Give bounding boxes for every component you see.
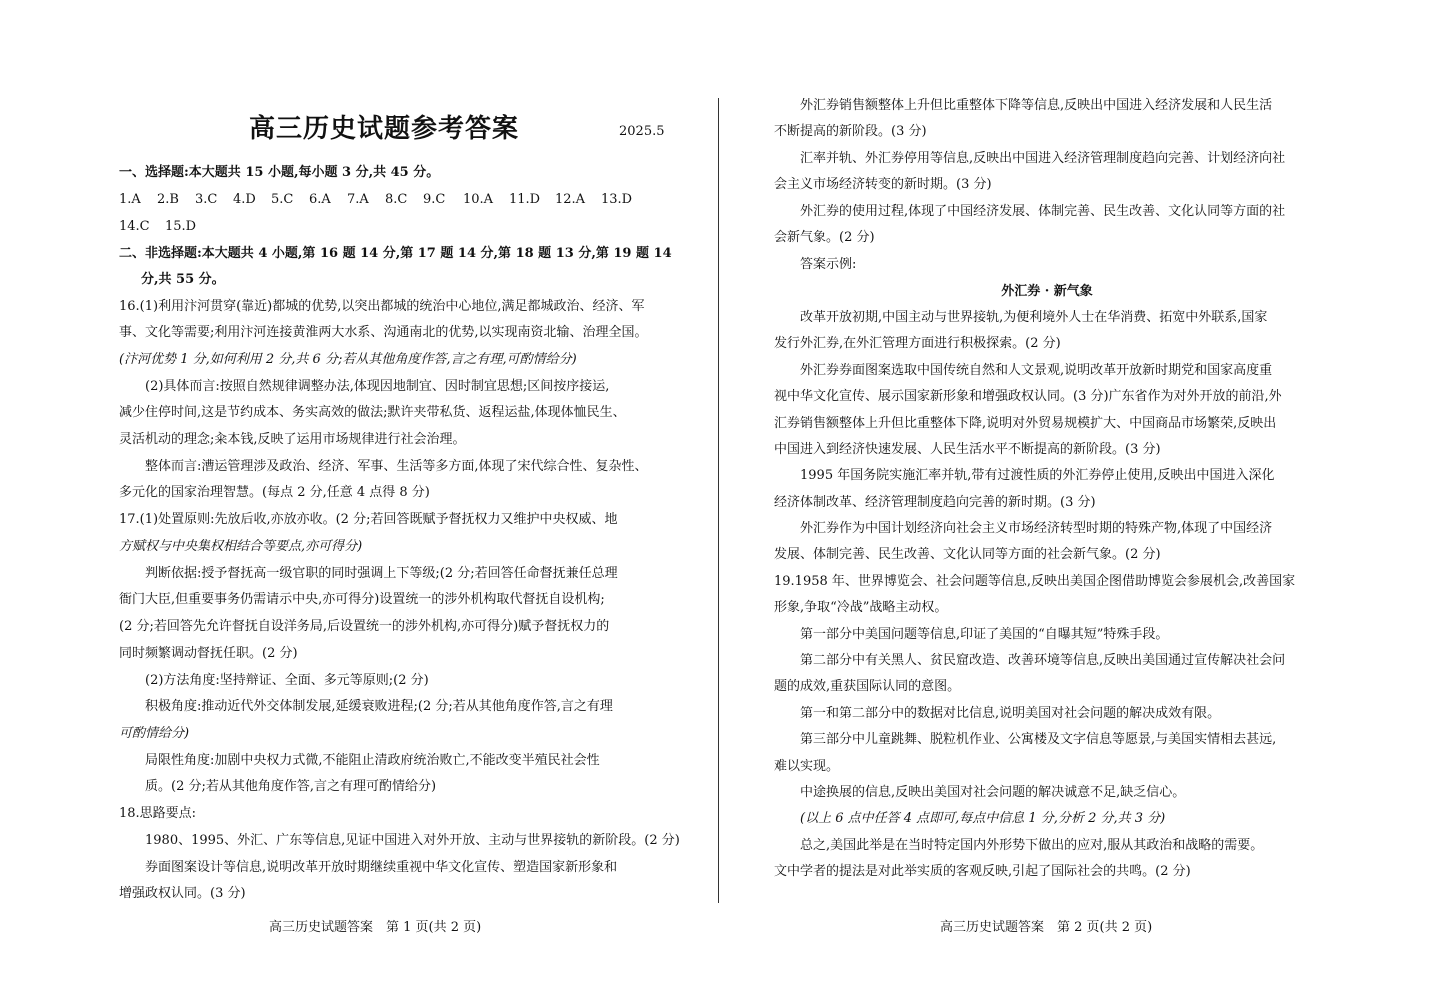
answer-line: 改革开放初期,中国主动与世界接轨,为便利境外人士在华消费、拓宽中外联系,国家 <box>800 310 1268 325</box>
section-2-heading-cont: 分,共 55 分。 <box>141 272 225 287</box>
answer-line: 17.(1)处置原则:先放后收,亦放亦收。(2 分;若回答既赋予督抚权力又维护中央权威、地 <box>119 512 618 527</box>
answer-item: 14.C <box>119 219 150 234</box>
answer-line: 判断依据:授予督抚高一级官职的同时强调上下等级;(2 分;若回答任命督抚兼任总理 <box>145 566 618 581</box>
answer-line: 形象,争取“冷战”战略主动权。 <box>774 600 948 615</box>
answer-line: 多元化的国家治理智慧。(每点 2 分,任意 4 点得 8 分) <box>119 485 430 500</box>
answer-item: 6.A <box>309 192 331 207</box>
answer-line: 会主义市场经济转变的新时期。(3 分) <box>774 177 992 192</box>
scoring-note: (以上 6 点中任答 4 点即可,每点中信息 1 分,分析 2 分,共 3 分) <box>800 811 1166 826</box>
answer-line: (2)具体而言:按照自然规律调整办法,体现因地制宜、因时制宜思想;区间按序接运, <box>145 379 610 394</box>
answer-line: 外汇券券面图案选取中国传统自然和人文景观,说明改革开放新时期党和国家高度重 <box>800 363 1273 378</box>
answer-line: 增强政权认同。(3 分) <box>119 886 246 901</box>
answer-item: 7.A <box>347 192 369 207</box>
answer-line: 同时频繁调动督抚任职。(2 分) <box>119 646 298 661</box>
answer-line: 外汇券作为中国计划经济向社会主义市场经济转型时期的特殊产物,体现了中国经济 <box>800 521 1273 536</box>
page-title: 高三历史试题参考答案 <box>249 114 520 144</box>
answer-item: 9.C <box>423 192 446 207</box>
answer-line: 1995 年国务院实施汇率并轨,带有过渡性质的外汇券停止使用,反映出中国进入深化 <box>800 468 1275 483</box>
answer-line: 18.思路要点: <box>119 806 197 821</box>
answer-line: 会新气象。(2 分) <box>774 230 875 245</box>
section-2-heading: 二、非选择题:本大题共 4 小题,第 16 题 14 分,第 17 题 14 分,第 18 题 13 分,第 19 题 14 <box>119 246 672 261</box>
section-1-heading: 一、选择题:本大题共 15 小题,每小题 3 分,共 45 分。 <box>119 165 440 180</box>
answer-item: 5.C <box>271 192 294 207</box>
answer-line: 第一和第二部分中的数据对比信息,说明美国对社会问题的解决成效有限。 <box>800 706 1221 721</box>
answer-line: 减少住停时间,这是节约成本、务实高效的做法;默许夹带私货、返程运盐,体现体恤民生、 <box>119 405 626 420</box>
answer-line: 外汇券的使用过程,体现了中国经济发展、体制完善、民生改善、文化认同等方面的社 <box>800 204 1286 219</box>
answer-line: 汇率并轨、外汇券停用等信息,反映出中国进入经济管理制度趋向完善、计划经济向社 <box>800 151 1286 166</box>
answer-line: 发行外汇券,在外汇管理方面进行积极探索。(2 分) <box>774 336 1061 351</box>
answer-line: 题的成效,重获国际认同的意图。 <box>774 679 961 694</box>
answer-line: 第一部分中美国问题等信息,印证了美国的“自曝其短”特殊手段。 <box>800 627 1169 642</box>
answer-row-1 <box>119 190 641 210</box>
exam-date: 2025.5 <box>619 124 665 139</box>
answer-row-2 <box>119 217 211 237</box>
answer-item: 3.C <box>195 192 218 207</box>
answer-line: 难以实现。 <box>774 759 840 774</box>
answer-line: 衙门大臣,但重要事务仍需请示中央,亦可得分)设置统一的涉外机构取代督抚自设机构; <box>119 592 605 607</box>
answer-line: 第二部分中有关黑人、贫民窟改造、改善环境等信息,反映出美国通过宣传解决社会问 <box>800 653 1286 668</box>
page-footer: 高三历史试题答案 第 1 页(共 2 页) <box>269 920 482 935</box>
answer-line: 视中华文化宣传、展示国家新形象和增强政权认同。(3 分)广东省作为对外开放的前沿,外 <box>774 389 1282 404</box>
answer-item: 4.D <box>233 192 256 207</box>
scoring-note: 方赋权与中央集权相结合等要点,亦可得分) <box>119 539 363 554</box>
page-divider <box>718 98 719 903</box>
answer-item: 10.A <box>463 192 494 207</box>
answer-line: 中国进入到经济快速发展、人民生活水平不断提高的新阶段。(3 分) <box>774 442 1161 457</box>
answer-item: 2.B <box>157 192 179 207</box>
scoring-note: (汴河优势 1 分,如何利用 2 分,共 6 分;若从其他角度作答,言之有理,可酌情给分) <box>119 352 577 367</box>
answer-line: 中途换展的信息,反映出美国对社会问题的解决诚意不足,缺乏信心。 <box>800 785 1186 800</box>
answer-line: (2 分;若回答先允许督抚自设洋务局,后设置统一的涉外机构,亦可得分)赋予督抚权力的 <box>119 619 610 634</box>
answer-line: 第三部分中儿童跳舞、脱粒机作业、公寓楼及文字信息等愿景,与美国实情相去甚远, <box>800 732 1277 747</box>
scoring-note: 可酌情给分) <box>119 726 190 741</box>
answer-line: 19.1958 年、世界博览会、社会问题等信息,反映出美国企图借助博览会参展机会,改善国家 <box>774 574 1296 589</box>
answer-item: 12.A <box>555 192 586 207</box>
answer-line: 1980、1995、外汇、广东等信息,见证中国进入对外开放、主动与世界接轨的新阶段。(2 分) <box>145 833 680 848</box>
answer-item: 13.D <box>601 192 633 207</box>
example-heading: 外汇券 · 新气象 <box>1001 284 1093 299</box>
answer-line: 发展、体制完善、民生改善、文化认同等方面的社会新气象。(2 分) <box>774 547 1161 562</box>
answer-line: 不断提高的新阶段。(3 分) <box>774 124 927 139</box>
answer-item: 1.A <box>119 192 141 207</box>
answer-line: 汇券销售额整体上升但比重整体下降,说明对外贸易规模扩大、中国商品市场繁荣,反映出 <box>774 416 1277 431</box>
answer-line: 积极角度:推动近代外交体制发展,延缓衰败进程;(2 分;若从其他角度作答,言之有理 <box>145 699 613 714</box>
answer-line: 券面图案设计等信息,说明改革开放时期继续重视中华文化宣传、塑造国家新形象和 <box>145 860 618 875</box>
answer-line: 事、文化等需要;利用汴河连接黄淮两大水系、沟通南北的优势,以实现南资北输、治理全国。 <box>119 325 648 340</box>
answer-line: 经济体制改革、经济管理制度趋向完善的新时期。(3 分) <box>774 495 1096 510</box>
answer-line: 16.(1)利用汴河贯穿(靠近)都城的优势,以突出都城的统治中心地位,满足都城政治、经济、军 <box>119 299 645 314</box>
answer-line: 文中学者的提法是对此举实质的客观反映,引起了国际社会的共鸣。(2 分) <box>774 864 1191 879</box>
answer-line: 总之,美国此举是在当时特定国内外形势下做出的应对,服从其政治和战略的需要。 <box>800 838 1264 853</box>
answer-item: 15.D <box>165 219 197 234</box>
page-footer: 高三历史试题答案 第 2 页(共 2 页) <box>940 920 1153 935</box>
answer-line: 答案示例: <box>800 257 857 272</box>
answer-line: 质。(2 分;若从其他角度作答,言之有理可酌情给分) <box>145 779 437 794</box>
answer-line: 灵活机动的理念;籴本钱,反映了运用市场规律进行社会治理。 <box>119 432 466 447</box>
answer-line: 整体而言:漕运管理涉及政治、经济、军事、生活等多方面,体现了宋代综合性、复杂性、 <box>145 459 648 474</box>
answer-item: 8.C <box>385 192 408 207</box>
answer-line: 外汇券销售额整体上升但比重整体下降等信息,反映出中国进入经济发展和人民生活 <box>800 98 1273 113</box>
answer-item: 11.D <box>509 192 541 207</box>
answer-line: (2)方法角度:坚持辩证、全面、多元等原则;(2 分) <box>145 673 429 688</box>
answer-line: 局限性角度:加剧中央权力式微,不能阻止清政府统治败亡,不能改变半殖民社会性 <box>145 753 600 768</box>
